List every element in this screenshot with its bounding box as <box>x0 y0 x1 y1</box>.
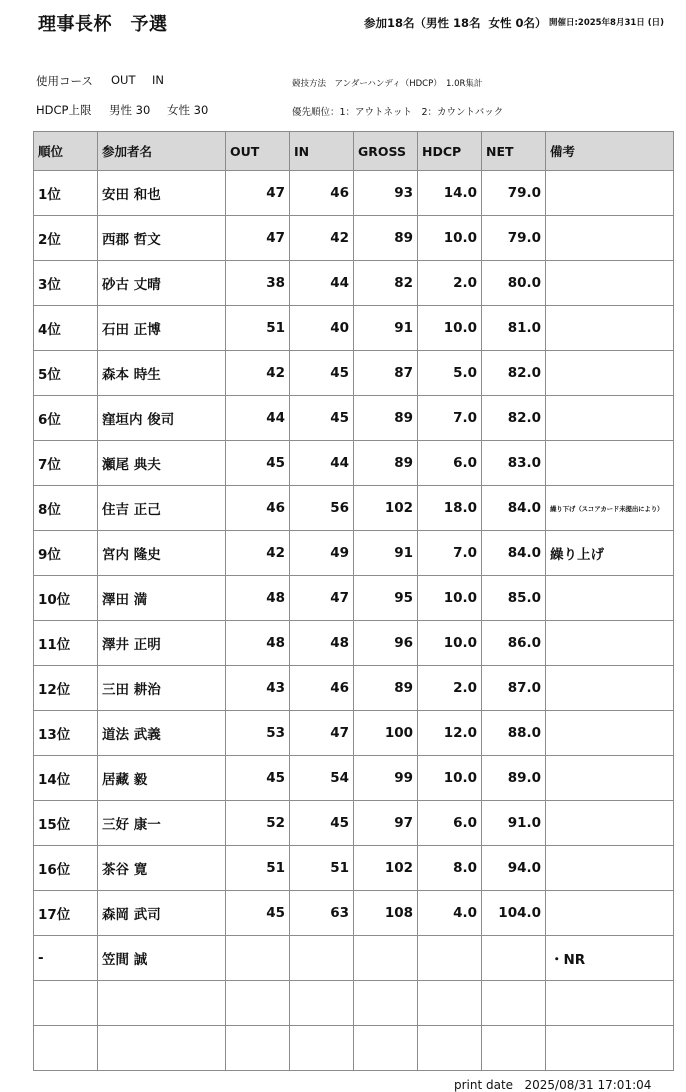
hdcp-cell: 8.0 <box>418 846 482 891</box>
in-score-cell <box>290 1026 354 1071</box>
player-name-cell: 茶谷 寛 <box>98 846 226 891</box>
out-score-cell: 48 <box>226 621 290 666</box>
player-name-cell: 三好 康一 <box>98 801 226 846</box>
notes-cell <box>546 171 674 216</box>
gross-score-cell: 82 <box>354 261 418 306</box>
out-score-cell: 43 <box>226 666 290 711</box>
notes-cell <box>546 351 674 396</box>
in-score-cell <box>290 936 354 981</box>
net-score-cell: 82.0 <box>482 396 546 441</box>
in-score-cell: 48 <box>290 621 354 666</box>
rank-cell: 14位 <box>34 756 98 801</box>
gross-score-cell: 102 <box>354 486 418 531</box>
table-row <box>34 261 674 306</box>
gross-score-cell: 93 <box>354 171 418 216</box>
notes-cell <box>546 846 674 891</box>
in-score-cell: 51 <box>290 846 354 891</box>
gross-score-cell: 91 <box>354 306 418 351</box>
rank-cell: 6位 <box>34 396 98 441</box>
competition-method: 競技方法 アンダーハンディ（HDCP） 1.0R集計 <box>292 79 483 89</box>
net-score-cell <box>482 1026 546 1071</box>
in-score-cell: 44 <box>290 261 354 306</box>
hdcp-cell: 5.0 <box>418 351 482 396</box>
in-score-cell: 45 <box>290 801 354 846</box>
rank-cell: 13位 <box>34 711 98 756</box>
notes-cell <box>546 1026 674 1071</box>
out-score-cell <box>226 1026 290 1071</box>
net-score-cell: 79.0 <box>482 171 546 216</box>
player-name-cell: 石田 正博 <box>98 306 226 351</box>
in-score-cell: 47 <box>290 711 354 756</box>
rank-cell: 9位 <box>34 531 98 576</box>
notes-cell <box>546 396 674 441</box>
gross-score-cell: 91 <box>354 531 418 576</box>
player-name-cell: 宮内 隆史 <box>98 531 226 576</box>
out-score-cell: 42 <box>226 531 290 576</box>
out-score-cell: 53 <box>226 711 290 756</box>
player-name-cell: 澤井 正明 <box>98 621 226 666</box>
rank-cell: 5位 <box>34 351 98 396</box>
notes-cell <box>546 621 674 666</box>
net-score-cell: 80.0 <box>482 261 546 306</box>
gross-score-cell: 97 <box>354 801 418 846</box>
net-score-cell: 81.0 <box>482 306 546 351</box>
out-score-cell: 46 <box>226 486 290 531</box>
net-score-cell: 83.0 <box>482 441 546 486</box>
gross-score-cell: 89 <box>354 666 418 711</box>
column-header-rank: 順位 <box>34 132 98 171</box>
hdcp-cell: 6.0 <box>418 801 482 846</box>
player-name-cell: 西郡 哲文 <box>98 216 226 261</box>
player-name-cell <box>98 981 226 1026</box>
event-date: 開催日:2025年8月31日 (日) <box>549 18 665 28</box>
out-score-cell: 38 <box>226 261 290 306</box>
table-row <box>34 216 674 261</box>
table-row <box>34 531 674 576</box>
in-score-cell: 46 <box>290 171 354 216</box>
net-score-cell <box>482 981 546 1026</box>
player-name-cell: 居藏 毅 <box>98 756 226 801</box>
player-name-cell: 安田 和也 <box>98 171 226 216</box>
column-header-name: 参加者名 <box>98 132 226 171</box>
column-header-gross: GROSS <box>354 132 418 171</box>
rank-cell: 4位 <box>34 306 98 351</box>
in-score-cell: 49 <box>290 531 354 576</box>
rank-cell: 1位 <box>34 171 98 216</box>
table-row <box>34 801 674 846</box>
hdcp-cell: 10.0 <box>418 621 482 666</box>
player-name-cell: 瀬尾 典夫 <box>98 441 226 486</box>
hdcp-cell: 10.0 <box>418 216 482 261</box>
notes-cell <box>546 891 674 936</box>
gross-score-cell <box>354 981 418 1026</box>
player-name-cell: 住吉 正己 <box>98 486 226 531</box>
hdcp-cell: 10.0 <box>418 306 482 351</box>
notes-cell <box>546 756 674 801</box>
net-score-cell: 84.0 <box>482 531 546 576</box>
hdcp-cell: 2.0 <box>418 261 482 306</box>
column-header-out: OUT <box>226 132 290 171</box>
gross-score-cell: 87 <box>354 351 418 396</box>
page-title: 理事長杯 予選 <box>38 14 168 35</box>
net-score-cell: 79.0 <box>482 216 546 261</box>
net-score-cell <box>482 936 546 981</box>
table-row <box>34 396 674 441</box>
column-header-in: IN <box>290 132 354 171</box>
rank-cell: 10位 <box>34 576 98 621</box>
net-score-cell: 84.0 <box>482 486 546 531</box>
table-row <box>34 486 674 531</box>
table-row <box>34 1026 674 1071</box>
in-score-cell: 44 <box>290 441 354 486</box>
out-score-cell: 45 <box>226 756 290 801</box>
net-score-cell: 91.0 <box>482 801 546 846</box>
hdcp-cell: 10.0 <box>418 756 482 801</box>
gross-score-cell: 89 <box>354 216 418 261</box>
out-score-cell: 47 <box>226 216 290 261</box>
table-row <box>34 171 674 216</box>
net-score-cell: 104.0 <box>482 891 546 936</box>
rank-cell: 16位 <box>34 846 98 891</box>
hdcp-cell: 14.0 <box>418 171 482 216</box>
table-row <box>34 576 674 621</box>
net-score-cell: 85.0 <box>482 576 546 621</box>
hdcp-cell: 4.0 <box>418 891 482 936</box>
out-score-cell: 42 <box>226 351 290 396</box>
priority-order: 優先順位：1：アウトネット 2：カウントバック <box>292 107 504 118</box>
player-name-cell: 笠間 誠 <box>98 936 226 981</box>
table-header-row <box>34 132 674 171</box>
rank-cell: 7位 <box>34 441 98 486</box>
out-score-cell: 44 <box>226 396 290 441</box>
column-header-notes: 備考 <box>546 132 674 171</box>
hdcp-cell: 7.0 <box>418 531 482 576</box>
results-table <box>33 131 674 1071</box>
hdcp-limit-female: 女性 30 <box>167 103 209 117</box>
hdcp-limit-male: 男性 30 <box>109 103 151 117</box>
gross-score-cell: 89 <box>354 396 418 441</box>
rank-cell: 17位 <box>34 891 98 936</box>
net-score-cell: 87.0 <box>482 666 546 711</box>
table-row <box>34 891 674 936</box>
table-row <box>34 306 674 351</box>
in-score-cell <box>290 981 354 1026</box>
hdcp-cell <box>418 981 482 1026</box>
in-score-cell: 45 <box>290 351 354 396</box>
out-score-cell: 52 <box>226 801 290 846</box>
rank-cell <box>34 1026 98 1071</box>
table-row <box>34 621 674 666</box>
net-score-cell: 88.0 <box>482 711 546 756</box>
table-row <box>34 846 674 891</box>
out-score-cell: 48 <box>226 576 290 621</box>
rank-cell: - <box>34 936 98 981</box>
hdcp-limit-label: HDCP上限 <box>36 103 92 117</box>
table-row <box>34 711 674 756</box>
notes-cell: 繰り上げ <box>546 531 674 576</box>
in-score-cell: 54 <box>290 756 354 801</box>
hdcp-cell: 18.0 <box>418 486 482 531</box>
print-date: print date 2025/08/31 17:01:04 <box>454 1078 652 1092</box>
net-score-cell: 82.0 <box>482 351 546 396</box>
notes-cell <box>546 306 674 351</box>
in-score-cell: 63 <box>290 891 354 936</box>
table-row <box>34 756 674 801</box>
rank-cell: 12位 <box>34 666 98 711</box>
notes-cell <box>546 666 674 711</box>
hdcp-cell: 2.0 <box>418 666 482 711</box>
player-name-cell: 道法 武義 <box>98 711 226 756</box>
rank-cell: 3位 <box>34 261 98 306</box>
out-score-cell: 45 <box>226 441 290 486</box>
course-label: 使用コース <box>36 74 93 88</box>
hdcp-cell <box>418 1026 482 1071</box>
rank-cell: 8位 <box>34 486 98 531</box>
in-score-cell: 47 <box>290 576 354 621</box>
player-name-cell: 森本 時生 <box>98 351 226 396</box>
player-name-cell: 窪垣内 俊司 <box>98 396 226 441</box>
notes-cell <box>546 261 674 306</box>
player-name-cell: 森岡 武司 <box>98 891 226 936</box>
out-score-cell: 47 <box>226 171 290 216</box>
hdcp-cell <box>418 936 482 981</box>
out-score-cell: 51 <box>226 846 290 891</box>
notes-cell <box>546 576 674 621</box>
gross-score-cell: 96 <box>354 621 418 666</box>
in-score-cell: 42 <box>290 216 354 261</box>
table-row <box>34 936 674 981</box>
player-name-cell: 三田 耕治 <box>98 666 226 711</box>
player-name-cell: 澤田 満 <box>98 576 226 621</box>
notes-cell <box>546 981 674 1026</box>
in-score-cell: 40 <box>290 306 354 351</box>
out-score-cell <box>226 981 290 1026</box>
table-row <box>34 666 674 711</box>
player-name-cell <box>98 1026 226 1071</box>
in-score-cell: 46 <box>290 666 354 711</box>
gross-score-cell: 108 <box>354 891 418 936</box>
gross-score-cell <box>354 1026 418 1071</box>
gross-score-cell: 99 <box>354 756 418 801</box>
rank-cell: 2位 <box>34 216 98 261</box>
participant-count: 参加18名（男性 18名 女性 0名） <box>364 16 547 30</box>
notes-cell <box>546 711 674 756</box>
table-row <box>34 441 674 486</box>
net-score-cell: 94.0 <box>482 846 546 891</box>
in-score-cell: 45 <box>290 396 354 441</box>
net-score-cell: 86.0 <box>482 621 546 666</box>
course-out: OUT <box>111 73 136 87</box>
in-score-cell: 56 <box>290 486 354 531</box>
hdcp-cell: 7.0 <box>418 396 482 441</box>
out-score-cell: 45 <box>226 891 290 936</box>
course-in: IN <box>152 73 164 87</box>
rank-cell <box>34 981 98 1026</box>
out-score-cell <box>226 936 290 981</box>
hdcp-cell: 6.0 <box>418 441 482 486</box>
notes-cell <box>546 441 674 486</box>
gross-score-cell: 102 <box>354 846 418 891</box>
notes-cell: ・NR <box>546 936 674 981</box>
net-score-cell: 89.0 <box>482 756 546 801</box>
gross-score-cell <box>354 936 418 981</box>
column-header-net: NET <box>482 132 546 171</box>
table-row <box>34 351 674 396</box>
table-row <box>34 981 674 1026</box>
column-header-hdcp: HDCP <box>418 132 482 171</box>
rank-cell: 15位 <box>34 801 98 846</box>
player-name-cell: 砂古 丈晴 <box>98 261 226 306</box>
hdcp-cell: 10.0 <box>418 576 482 621</box>
gross-score-cell: 100 <box>354 711 418 756</box>
notes-cell <box>546 801 674 846</box>
notes-cell <box>546 216 674 261</box>
gross-score-cell: 95 <box>354 576 418 621</box>
notes-cell: 繰り下げ（スコアカード未提出により） <box>546 486 674 531</box>
rank-cell: 11位 <box>34 621 98 666</box>
gross-score-cell: 89 <box>354 441 418 486</box>
out-score-cell: 51 <box>226 306 290 351</box>
hdcp-cell: 12.0 <box>418 711 482 756</box>
